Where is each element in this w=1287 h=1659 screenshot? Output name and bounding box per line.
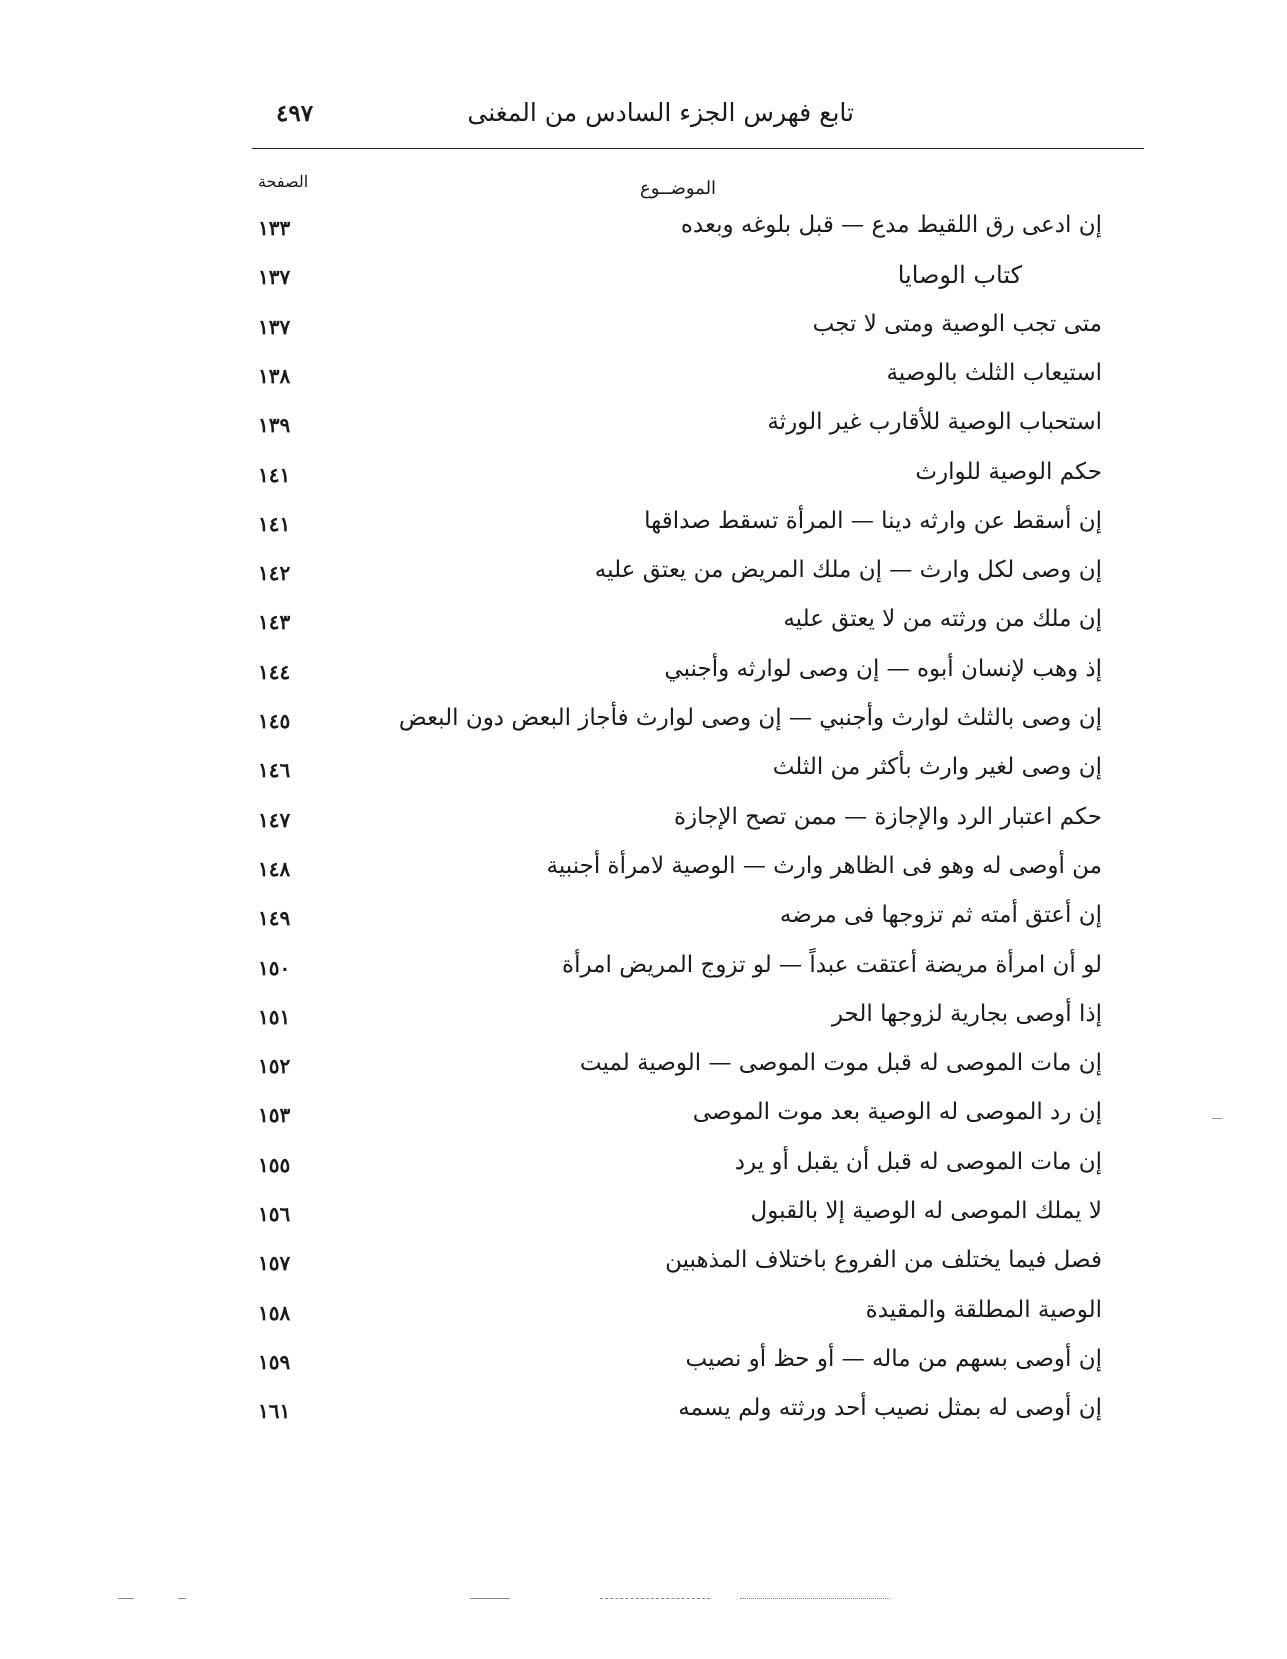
entry-page-number: ١٥٥: [258, 1152, 291, 1177]
index-entry-row: [252, 1198, 1102, 1238]
running-title: تابع فهرس الجزء السادس من المغنى: [467, 98, 854, 127]
entry-topic: إن أعتق أمته ثم تزوجها فى مرضه: [779, 902, 1102, 929]
entry-page-number: ١٣٨: [258, 363, 291, 388]
page-number: ٤٩٧: [276, 100, 314, 127]
entry-page-number: ١٣٩: [258, 413, 291, 438]
entry-page-number: ١٥٣: [258, 1103, 291, 1128]
entry-page-number: ١٤١: [258, 462, 291, 487]
entry-page-number: ١٥٦: [258, 1202, 291, 1226]
index-entry-row: [252, 212, 1102, 252]
entry-topic: إن أوصى له بمثل نصيب أحد ورثته ولم يسمه: [678, 1395, 1102, 1422]
scan-mark: [470, 1598, 510, 1599]
entry-page-number: ١٣٧: [258, 265, 291, 290]
index-entry-row: [252, 360, 1102, 400]
entry-topic: الوصية المطلقة والمقيدة: [865, 1296, 1102, 1323]
entry-topic: إن أوصى بسهم من ماله — أو حظ أو نصيب: [685, 1345, 1102, 1372]
entry-topic: إن ادعى رق اللقيط مدع — قبل بلوغه وبعده: [680, 212, 1102, 238]
index-entry-row: [252, 1149, 1102, 1189]
topic-column-header: الموضــوع: [640, 178, 717, 199]
entry-topic: إن مات الموصى له قبل أن يقبل أو يرد: [734, 1148, 1102, 1175]
entry-topic: إن مات الموصى له قبل موت الموصى — الوصية لميت: [579, 1050, 1102, 1077]
index-entry-row: [252, 902, 1102, 942]
index-entry-row: [252, 508, 1102, 548]
entry-topic: حكم اعتبار الرد والإجازة — ممن تصح الإجازة: [673, 803, 1102, 830]
entry-topic: إن ملك من ورثته من لا يعتق عليه: [783, 606, 1102, 633]
entry-page-number: ١٥٠: [258, 955, 291, 980]
entry-topic: إن رد الموصى له الوصية بعد موت الموصى: [692, 1099, 1102, 1126]
margin-mark: [1212, 1118, 1222, 1119]
entry-page-number: ١٤٢: [258, 561, 291, 586]
entry-page-number: ١٤٣: [258, 610, 291, 635]
entry-topic: لا يملك الموصى له الوصية إلا بالقبول: [750, 1198, 1102, 1224]
index-entry-row: [252, 1346, 1102, 1386]
entry-page-number: ١٥٢: [258, 1054, 291, 1079]
index-entry-row: [252, 1001, 1102, 1041]
entry-topic: إن أسقط عن وارثه دينا — المرأة تسقط صداقها: [644, 507, 1102, 534]
entry-topic: من أوصى له وهو فى الظاهر وارث — الوصية لامرأة أجنبية: [546, 852, 1102, 879]
entry-page-number: ١٤١: [258, 511, 291, 536]
index-entry-row: [252, 1099, 1102, 1139]
entry-page-number: ١٤٥: [258, 709, 291, 733]
entry-topic: استحباب الوصية للأقارب غير الورثة: [767, 409, 1102, 436]
entry-topic: متى تجب الوصية ومتى لا تجب: [812, 310, 1102, 337]
scan-mark: [118, 1598, 134, 1599]
index-entry-row: [252, 409, 1102, 449]
entry-topic: إذ وهب لإنسان أبوه — إن وصى لوارثه وأجنبي: [664, 655, 1102, 682]
index-entry-row: [252, 459, 1102, 499]
index-entry-row: [252, 1050, 1102, 1090]
entry-page-number: ١٤٦: [258, 758, 291, 783]
index-entry-row: [252, 754, 1102, 794]
entry-page-number: ١٥٩: [258, 1349, 291, 1374]
entry-page-number: ١٤٤: [258, 659, 291, 684]
entry-topic: إذا أوصى بجارية لزوجها الحر: [831, 1000, 1102, 1027]
entry-page-number: ١٤٩: [258, 906, 291, 931]
entry-topic: استيعاب الثلث بالوصية: [886, 359, 1102, 386]
entry-topic: فصل فيما يختلف من الفروع باختلاف المذهبين: [665, 1247, 1102, 1274]
index-entry-row: [252, 804, 1102, 844]
index-entry-row: [252, 656, 1102, 696]
index-entry-row: [252, 853, 1102, 893]
entry-page-number: ١٣٧: [258, 314, 291, 339]
scan-mark: [178, 1598, 186, 1599]
section-heading-row: [252, 261, 1102, 301]
index-entry-row: [252, 1247, 1102, 1287]
scan-mark: [600, 1598, 710, 1599]
entry-page-number: ١٤٨: [258, 856, 291, 881]
entry-topic: حكم الوصية للوارث: [915, 458, 1102, 485]
index-entry-row: [252, 1297, 1102, 1337]
index-entry-row: [252, 557, 1102, 597]
index-entry-row: [252, 311, 1102, 351]
entry-page-number: ١٣٣: [258, 216, 291, 240]
index-entry-row: [252, 606, 1102, 646]
entry-page-number: ١٥٧: [258, 1251, 291, 1276]
section-heading: كتاب الوصايا: [897, 261, 1022, 290]
index-entry-row: [252, 1395, 1102, 1435]
page-column-header: الصفحة: [258, 172, 309, 191]
entry-topic: إن وصى بالثلث لوارث وأجنبي — إن وصى لوارث فأجاز البعض دون البعض: [398, 705, 1102, 731]
scan-mark: [740, 1598, 890, 1599]
entry-topic: إن وصى لغير وارث بأكثر من الثلث: [772, 754, 1102, 781]
bottom-scan-marks: [0, 1598, 1287, 1608]
index-entry-row: [252, 705, 1102, 745]
index-entry-row: [252, 952, 1102, 992]
entry-page-number: ١٤٧: [258, 807, 291, 832]
entry-page-number: ١٥٨: [258, 1300, 291, 1325]
entry-topic: لو أن امرأة مريضة أعتقت عبداً — لو تزوج المريض امرأة: [562, 951, 1102, 978]
entry-page-number: ١٦١: [258, 1399, 291, 1424]
entry-page-number: ١٥١: [258, 1004, 291, 1029]
entry-topic: إن وصى لكل وارث — إن ملك المريض من يعتق عليه: [594, 557, 1102, 584]
